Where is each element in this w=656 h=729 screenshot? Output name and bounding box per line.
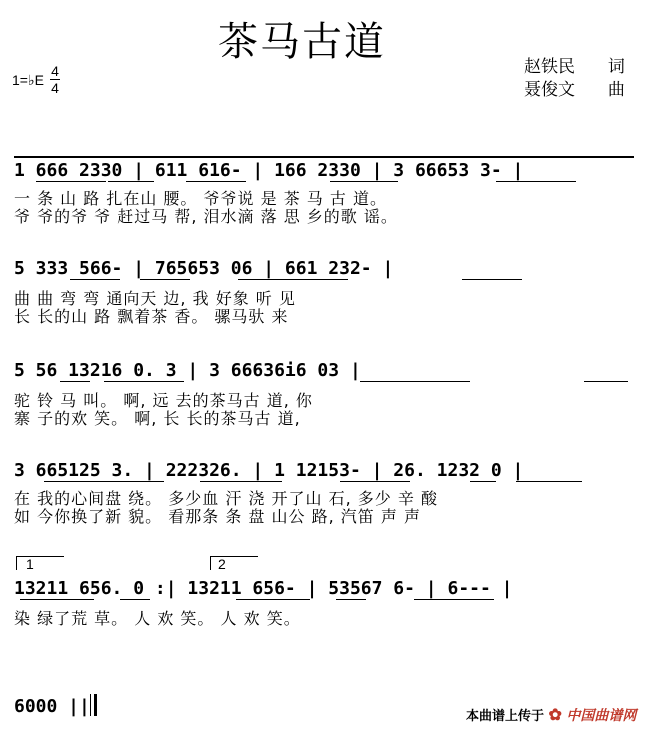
final-barline-thin [90,694,91,716]
notation-line: 3 665125 3. | 222326. | 1 12153- | 26. 1232 0 | [14,460,524,481]
lyric-verse-1: 染 绿了荒 草。 人 欢 笑。 人 欢 笑。 [14,609,301,628]
beam-line [360,381,470,382]
lyric-verse-1: 曲 曲 弯 弯 通向天 边, 我 好象 听 见 [14,289,296,308]
composer-credit [524,75,625,100]
beam-line [340,481,410,482]
beam-line [414,599,494,600]
lyricist-credit [524,52,625,77]
beam-line [516,481,582,482]
final-barline-thick [94,694,97,716]
footer-site-link[interactable]: 中国曲谱网 [566,707,637,723]
notation-line: 5 56 13216 0. 3 | 3 66636i6 03 | [14,360,361,381]
beam-line [140,279,190,280]
beam-line [330,181,398,182]
volta-1-bracket [16,556,64,557]
composer-role: 曲 [607,80,625,100]
beam-line [120,599,150,600]
time-signature [50,64,60,95]
time-sig-top: 4 [51,63,59,79]
lyric-verse-1: 一 条 山 路 扎在山 腰。 爷爷说 是 茶 马 古 道。 [14,189,387,208]
beam-line [36,181,106,182]
beam-line [462,279,522,280]
beam-line [470,481,496,482]
notation-line: 1 666 2330 | 611 616- | 166 2330 | 3 66653 3- | [14,160,524,181]
beam-line [336,599,366,600]
lyricist-name: 赵铁民 [524,57,575,77]
time-sig-bottom: 4 [51,80,59,96]
beam-line [44,481,164,482]
lyric-verse-1: 驼 铃 马 叫。 啊, 远 去的茶马古 道, 你 [14,391,313,410]
beam-line [236,599,310,600]
composer-name: 聂俊文 [524,80,575,100]
volta-2-bracket-edge [210,556,211,570]
beam-line [200,481,282,482]
beam-line [496,181,576,182]
beam-line [70,279,120,280]
beam-line [584,381,628,382]
lyric-verse-1: 在 我的心间盘 绕。 多少血 汗 浇 开了山 石, 多少 辛 酸 [14,489,438,508]
lyricist-role: 词 [607,57,625,77]
lyric-verse-2: 寨 子的欢 笑。 啊, 长 长的茶马古 道, [14,409,301,428]
song-title: 茶马古道 [218,19,386,65]
site-logo-icon: ✿ [548,707,562,724]
lyric-verse-2: 爷 爷的爷 爷 赶过马 帮, 泪水滴 落 思 乡的歌 谣。 [14,207,398,226]
beam-line [238,279,348,280]
lyric-verse-2: 长 长的山 路 飘着茶 香。 骡马驮 来 [14,307,289,326]
beam-line [108,181,154,182]
notation-line: 13211 656. 0 :| 13211 656- | 53567 6- | 6--- | [14,578,513,599]
lyric-verse-2: 如 今你换了新 貌。 看那条 条 盘 山公 路, 汽笛 声 声 [14,507,421,526]
notation-line: 5 333 566- | 765653 06 | 661 232- | [14,258,394,279]
footer [466,705,636,725]
beam-line [20,599,94,600]
beam-line [104,381,184,382]
volta-2-number: 2 [218,556,226,572]
key-signature: 1=♭E [12,72,44,88]
notation-line: 6000 || [14,696,90,717]
beam-line [186,181,246,182]
volta-1-number: 1 [26,556,34,572]
footer-label: 本曲谱上传于 [466,708,545,723]
beam-line [60,381,90,382]
volta-1-bracket-edge [16,556,17,570]
system-top-rule [14,156,634,158]
